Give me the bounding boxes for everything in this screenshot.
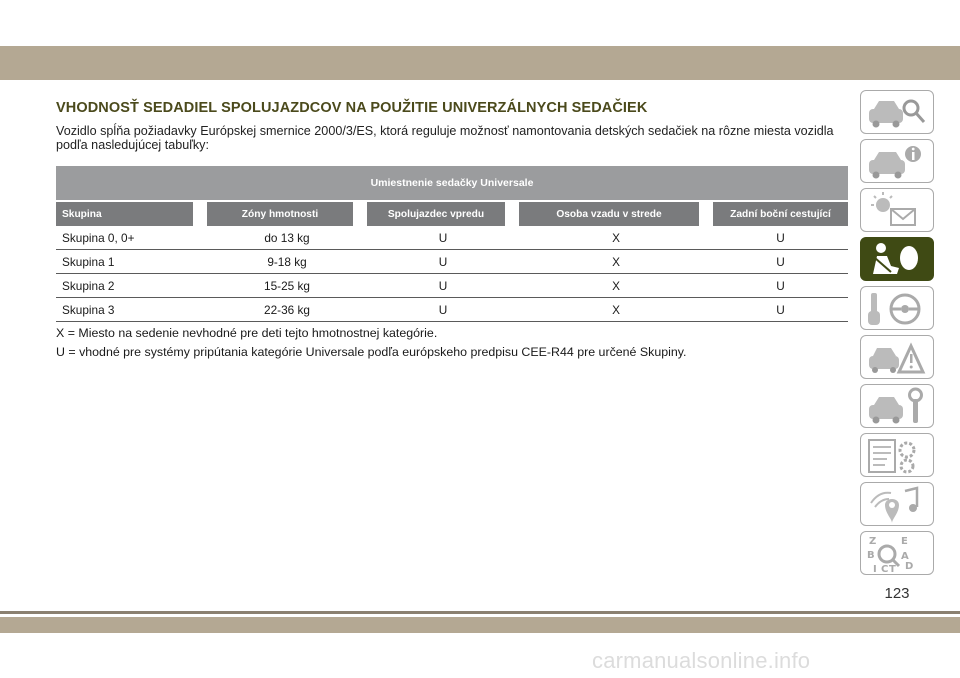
table-cell-front: U	[367, 250, 519, 274]
svg-text:Z: Z	[869, 536, 877, 547]
multimedia-music-icon	[861, 483, 935, 527]
watermark-text: carmanualsonline.info	[592, 648, 811, 673]
car-search-icon	[861, 91, 935, 135]
car-breakdown-warning-icon	[861, 336, 935, 380]
table-row	[56, 298, 848, 322]
table-cell-weight: do 13 kg	[207, 226, 367, 250]
warning-light-message-icon	[861, 189, 935, 233]
svg-text:C: C	[881, 564, 889, 575]
svg-text:A: A	[901, 551, 909, 562]
car-info-icon	[861, 140, 935, 184]
page-number: 123	[884, 585, 910, 602]
tab-car-info[interactable]	[860, 139, 934, 183]
intro-paragraph: Vozidlo spĺňa požiadavky Európskej smernice 2000/3/ES, ktorá reguluje možnosť namontovania detských sedačiek na rôzne miesta vozidla podľa nasledujúcej tabuľky:	[56, 124, 834, 152]
table-cell-rear-side: U	[713, 226, 848, 250]
svg-text:E: E	[901, 536, 908, 547]
table-cell-group: Skupina 1	[56, 250, 207, 274]
bottom-rule	[0, 611, 960, 614]
column-header-weight: Zóny hmotnosti	[207, 201, 353, 226]
table-super-header: Umiestnenie sedačky Universale	[56, 166, 848, 201]
table-row	[56, 226, 848, 250]
bottom-color-band	[0, 617, 960, 633]
table-cell-weight: 15-25 kg	[207, 274, 367, 298]
table-cell-rear-side: U	[713, 274, 848, 298]
tab-emergency[interactable]	[860, 335, 934, 379]
note-u: U = vhodné pre systémy pripútania kategórie Universale podľa európskeho predpisu CEE-R44 pre určené Skupiny.	[56, 345, 687, 359]
table-cell-front: U	[367, 298, 519, 322]
table-cell-front: U	[367, 274, 519, 298]
section-heading: VHODNOSŤ SEDADIEL SPOLUJAZDCOV NA POUŽITIE UNIVERZÁLNYCH SEDAČIEK	[56, 100, 648, 116]
column-separator	[699, 201, 713, 226]
table-cell-rear-center: X	[519, 250, 713, 274]
table-cell-weight: 22-36 kg	[207, 298, 367, 322]
column-header-front-passenger: Spolujazdec vpredu	[367, 201, 505, 226]
tab-servicing[interactable]	[860, 384, 934, 428]
table-cell-group: Skupina 2	[56, 274, 207, 298]
top-color-band	[0, 46, 960, 80]
column-header-rear-side: Zadní boční cestující	[713, 201, 848, 226]
table-cell-rear-side: U	[713, 250, 848, 274]
passenger-airbag-icon	[861, 238, 935, 282]
table-cell-rear-center: X	[519, 274, 713, 298]
tab-starting-driving[interactable]	[860, 286, 934, 330]
child-seat-table	[56, 166, 848, 322]
table-cell-weight: 9-18 kg	[207, 250, 367, 274]
table-cell-group: Skupina 0, 0+	[56, 226, 207, 250]
column-header-group: Skupina	[56, 201, 193, 226]
table-cell-front: U	[367, 226, 519, 250]
specifications-gear-icon	[861, 434, 935, 478]
table-cell-group: Skupina 3	[56, 298, 207, 322]
tab-index[interactable]	[860, 531, 934, 575]
note-x: X = Miesto na sedenie nevhodné pre deti tejto hmotnostnej kategórie.	[56, 326, 438, 340]
table-cell-rear-side: U	[713, 298, 848, 322]
svg-text:B: B	[867, 550, 875, 561]
key-steering-wheel-icon	[861, 287, 935, 331]
column-separator	[193, 201, 207, 226]
table-cell-rear-center: X	[519, 226, 713, 250]
page-content	[56, 100, 848, 360]
column-separator	[505, 201, 519, 226]
car-service-wrench-icon	[861, 385, 935, 429]
svg-text:T: T	[889, 564, 896, 575]
tab-car-search[interactable]	[860, 90, 934, 134]
table-row	[56, 250, 848, 274]
tab-specifications[interactable]	[860, 433, 934, 477]
table-notes	[56, 326, 848, 360]
tab-safety[interactable]	[860, 237, 934, 281]
index-search-letters-icon	[861, 532, 935, 576]
svg-text:D: D	[905, 561, 914, 572]
tab-multimedia[interactable]	[860, 482, 934, 526]
table-row	[56, 274, 848, 298]
svg-text:I: I	[873, 564, 877, 575]
column-header-rear-center: Osoba vzadu v strede	[519, 201, 699, 226]
table-column-headers	[56, 201, 848, 226]
column-separator	[353, 201, 367, 226]
table-cell-rear-center: X	[519, 298, 713, 322]
tab-warning-lights[interactable]	[860, 188, 934, 232]
